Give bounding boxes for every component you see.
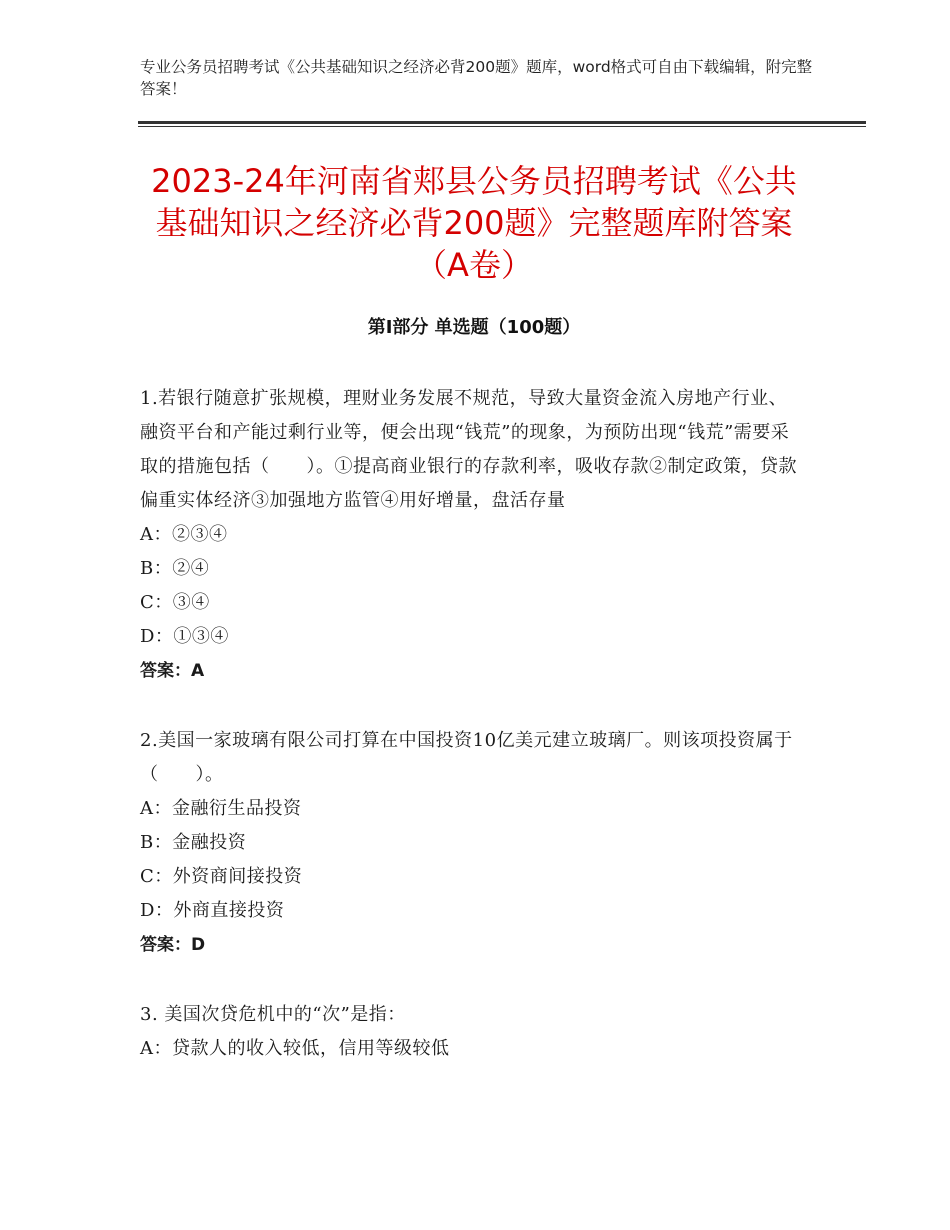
- question-1: [140, 382, 805, 688]
- section-title: 第Ⅰ部分 单选题（100题）: [367, 317, 581, 338]
- option-a: A：金融衍生品投资: [140, 798, 302, 819]
- question-stem: 2.美国一家玻璃有限公司打算在中国投资10亿美元建立玻璃厂。则该项投资属于（ ）。: [140, 730, 793, 785]
- header-rule-thick: [138, 121, 866, 124]
- answer: 答案：D: [140, 935, 206, 955]
- option-a: A：贷款人的收入较低，信用等级较低: [140, 1038, 450, 1059]
- header-rule-thin: [138, 126, 866, 127]
- question-3: [140, 998, 805, 1066]
- answer: 答案：A: [140, 661, 205, 681]
- option-c: C：③④: [140, 592, 210, 613]
- question-stem: 1.若银行随意扩张规模，理财业务发展不规范，导致大量资金流入房地产行业、融资平台和产能过剩行业等，便会出现“钱荒”的现象，为预防出现“钱荒”需要采取的措施包括（ ）。①提高商业银行的存款利率，吸收存款②制定政策，贷款偏重实体经济③加强地方监管④用好增量，盘活存量: [140, 388, 797, 511]
- option-c: C：外资商间接投资: [140, 866, 303, 887]
- header-note: 专业公务员招聘考试《公共基础知识之经济必背200题》题库，word格式可自由下载编辑，附完整答案！: [140, 58, 813, 98]
- option-a: A：②③④: [140, 524, 228, 545]
- question-2: [140, 724, 805, 962]
- question-stem: 3. 美国次贷危机中的“次”是指：: [140, 1004, 406, 1025]
- option-b: B：金融投资: [140, 832, 247, 853]
- option-d: D：外商直接投资: [140, 900, 285, 921]
- question-list: [140, 382, 805, 1102]
- option-d: D：①③④: [140, 626, 229, 647]
- option-b: B：②④: [140, 558, 210, 579]
- document-title: 2023-24年河南省郏县公务员招聘考试《公共基础知识之经济必背200题》完整题库附答案（A卷）: [151, 162, 797, 284]
